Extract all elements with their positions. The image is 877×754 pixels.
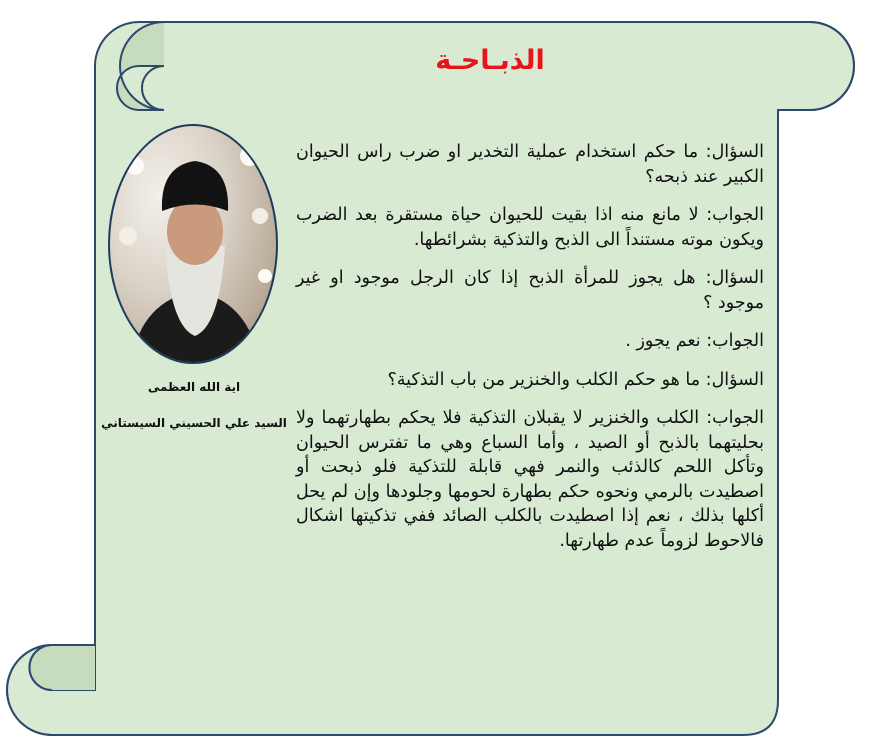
scroll-curl-bottom-left-fill (30, 646, 95, 690)
cleric-portrait-icon (108, 124, 278, 364)
answer-1: الجواب: لا مانع منه اذا بقيت للحيوان حياة مستقرة بعد الضرب ويكون موته مستنداً الى الذبح والتذكية بشرائطها. (296, 205, 764, 250)
qa-text-block (296, 140, 764, 567)
answer-3: الجواب: الكلب والخنزير لا يقبلان التذكية فلا يحكم بطهارتهما ولا بحليتهما بالذبح أو الصيد ، وأما السباع وهي ما تفترس الحيوان وتأكل اللحم كالذئب والنمر فهي قابلة للتذكية فلو ذبحت أو اصطيدت بالرمي ونحوه حكم بطهارة لحومها وجلودها وإن لم يحل أكلها بذلك ، نعم إذا اصطيدت بالكلب الصائد ففي تذكيتها اشكال فالاحوط لزوماً عدم طهارتها. (296, 408, 764, 551)
caption-name: السيد علي الحسيني السيستاني (101, 416, 287, 430)
answer-2: الجواب: نعم يجوز . (625, 331, 764, 351)
page-title: الذبـاحـة (435, 45, 545, 76)
caption-title: اية الله العظمى (147, 380, 241, 394)
question-1: السؤال: ما حكم استخدام عملية التخدير او ضرب راس الحيوان الكبير عند ذبحه؟ (296, 142, 764, 187)
question-2: السؤال: هل يجوز للمرأة الذبح إذا كان الرجل موجود او غير موجود ؟ (296, 268, 764, 313)
question-3: السؤال: ما هو حكم الكلب والخنزير من باب التذكية؟ (387, 369, 764, 390)
